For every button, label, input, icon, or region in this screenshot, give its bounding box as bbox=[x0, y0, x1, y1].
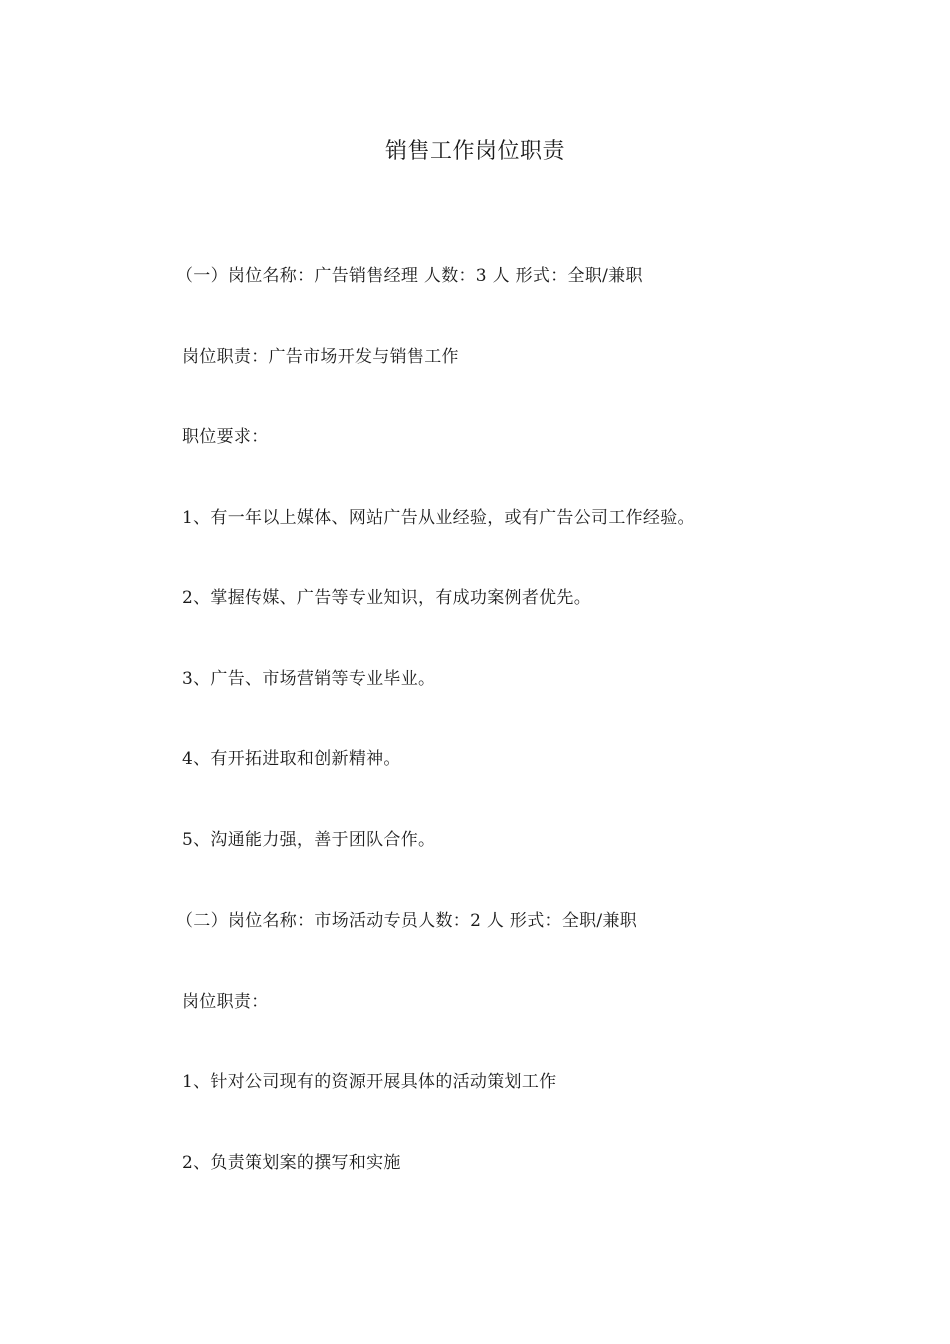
document-title: 销售工作岗位职责 bbox=[384, 139, 565, 164]
requirement-item-4: 4、有开拓进取和创新精神。 bbox=[182, 749, 401, 769]
position-1-header: （一）岗位名称：广告销售经理 人数：3 人 形式：全职/兼职 bbox=[176, 266, 643, 286]
duty-item-2: 2、负责策划案的撰写和实施 bbox=[182, 1153, 401, 1173]
requirement-item-5: 5、沟通能力强，善于团队合作。 bbox=[182, 830, 436, 850]
duty-item-1: 1、针对公司现有的资源开展具体的活动策划工作 bbox=[182, 1072, 557, 1092]
requirement-item-3: 3、广告、市场营销等专业毕业。 bbox=[182, 669, 436, 689]
requirement-item-2: 2、掌握传媒、广告等专业知识，有成功案例者优先。 bbox=[182, 588, 592, 608]
position-2-header: （二）岗位名称：市场活动专员人数：2 人 形式：全职/兼职 bbox=[176, 911, 638, 931]
position-1-duties: 岗位职责：广告市场开发与销售工作 bbox=[182, 347, 459, 367]
requirements-heading: 职位要求： bbox=[182, 427, 269, 447]
position-2-duties-heading: 岗位职责： bbox=[182, 992, 269, 1012]
requirement-item-1: 1、有一年以上媒体、网站广告从业经验，或有广告公司工作经验。 bbox=[182, 508, 695, 528]
